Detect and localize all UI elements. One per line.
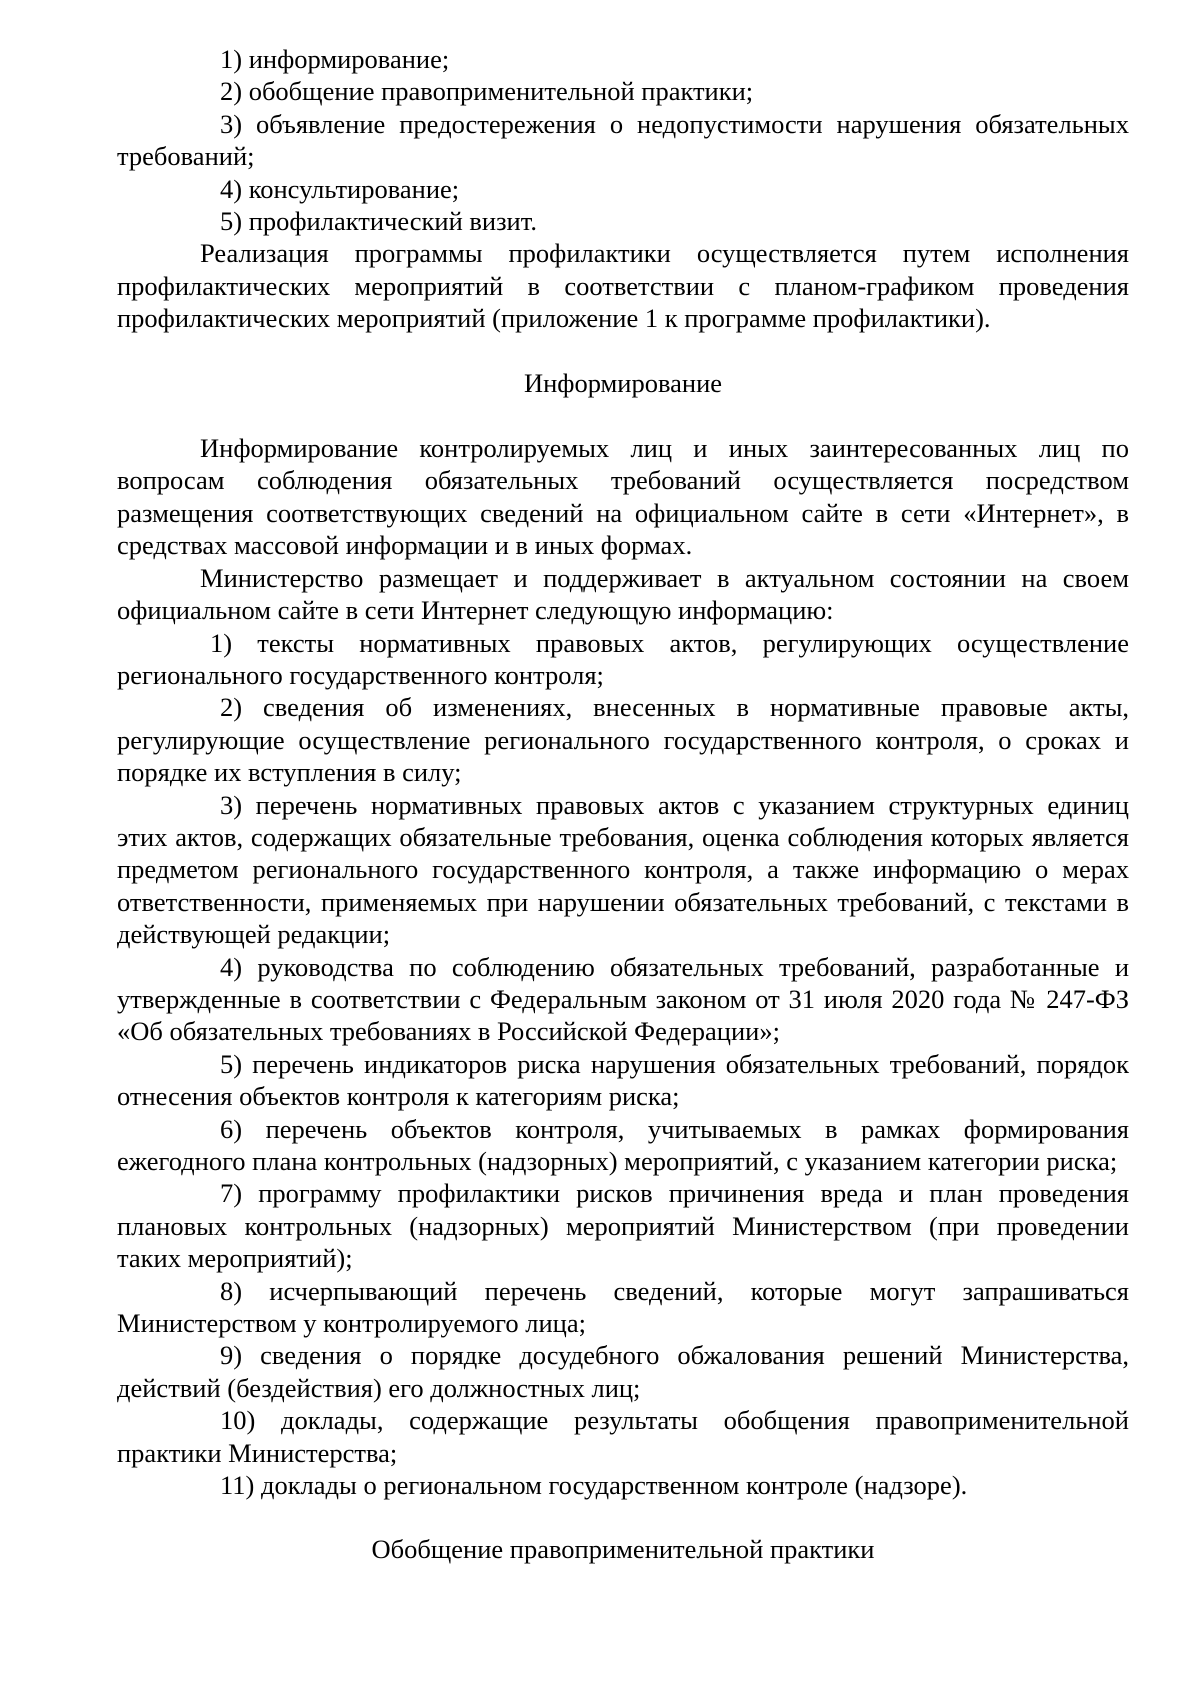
informing-list-item: 3) перечень нормативных правовых актов с указанием структурных единиц этих актов, содержащих обязательные требования, оценка соблюдения которых является предметом регионального государственного контроля, а также информацию о мерах ответственности, применяемых при нарушении обязательных требований, с текстами в действующей редакции; bbox=[117, 789, 1129, 950]
intro-list-item: 1) информирование; bbox=[220, 44, 450, 74]
section-heading-informing: Информирование bbox=[523, 367, 723, 398]
informing-paragraph: Министерство размещает и поддерживает в актуальном состоянии на своем официальном сайте в сети Интернет следующую информацию: bbox=[117, 562, 1129, 626]
informing-list-item: 10) доклады, содержащие результаты обобщения правоприменительной практики Министерства; bbox=[117, 1405, 1129, 1468]
informing-list-item: 9) сведения о порядке досудебного обжалования решений Министерства, действий (бездействия) его должностных лиц; bbox=[117, 1340, 1129, 1403]
informing-list-item: 1) тексты нормативных правовых актов, регулирующих осуществление регионального государственного контроля; bbox=[117, 627, 1129, 690]
informing-list-item: 7) программу профилактики рисков причинения вреда и план проведения плановых контрольных (надзорных) мероприятий Министерством (при проведении таких мероприятий); bbox=[117, 1178, 1129, 1274]
section-heading-practice: Обобщение правоприменительной практики bbox=[371, 1534, 875, 1565]
informing-list-item: 4) руководства по соблюдению обязательных требований, разработанные и утвержденные в соответствии с Федеральным законом от 31 июля 2020 года № 247-ФЗ «Об обязательных требованиях в Российской Федерации»; bbox=[117, 951, 1129, 1047]
informing-list-item: 8) исчерпывающий перечень сведений, которые могут запрашиваться Министерством у контролируемого лица; bbox=[117, 1275, 1129, 1339]
informing-list-item: 11) доклады о региональном государственном контроле (надзоре). bbox=[220, 1470, 968, 1501]
intro-list-item: 4) консультирование; bbox=[220, 173, 460, 204]
informing-list-item: 5) перечень индикаторов риска нарушения обязательных требований, порядок отнесения объектов контроля к категориям риска; bbox=[117, 1048, 1129, 1112]
informing-list-item: 2) сведения об изменениях, внесенных в нормативные правовые акты, регулирующие осуществление регионального государственного контроля, о сроках и порядке их вступления в силу; bbox=[117, 692, 1129, 788]
informing-paragraph: Информирование контролируемых лиц и иных заинтересованных лиц по вопросам соблюдения обязательных требований осуществляется посредством размещения соответствующих сведений на официальном сайте в сети «Интернет», в средствах массовой информации и в иных формах. bbox=[117, 433, 1129, 561]
intro-list-item: 2) обобщение правоприменительной практики; bbox=[220, 76, 754, 107]
intro-list-item: 5) профилактический визит. bbox=[220, 206, 537, 237]
intro-paragraph: Реализация программы профилактики осуществляется путем исполнения профилактических мероприятий в соответствии с планом-графиком проведения профилактических мероприятий (приложение 1 к программе профилактики). bbox=[117, 238, 1129, 334]
intro-list-item: 3) объявление предостережения о недопустимости нарушения обязательных требований; bbox=[117, 108, 1129, 172]
document-body bbox=[117, 43, 1129, 1566]
informing-list-item: 6) перечень объектов контроля, учитываемых в рамках формирования ежегодного плана контрольных (надзорных) мероприятий, с указанием категории риска; bbox=[117, 1113, 1129, 1176]
